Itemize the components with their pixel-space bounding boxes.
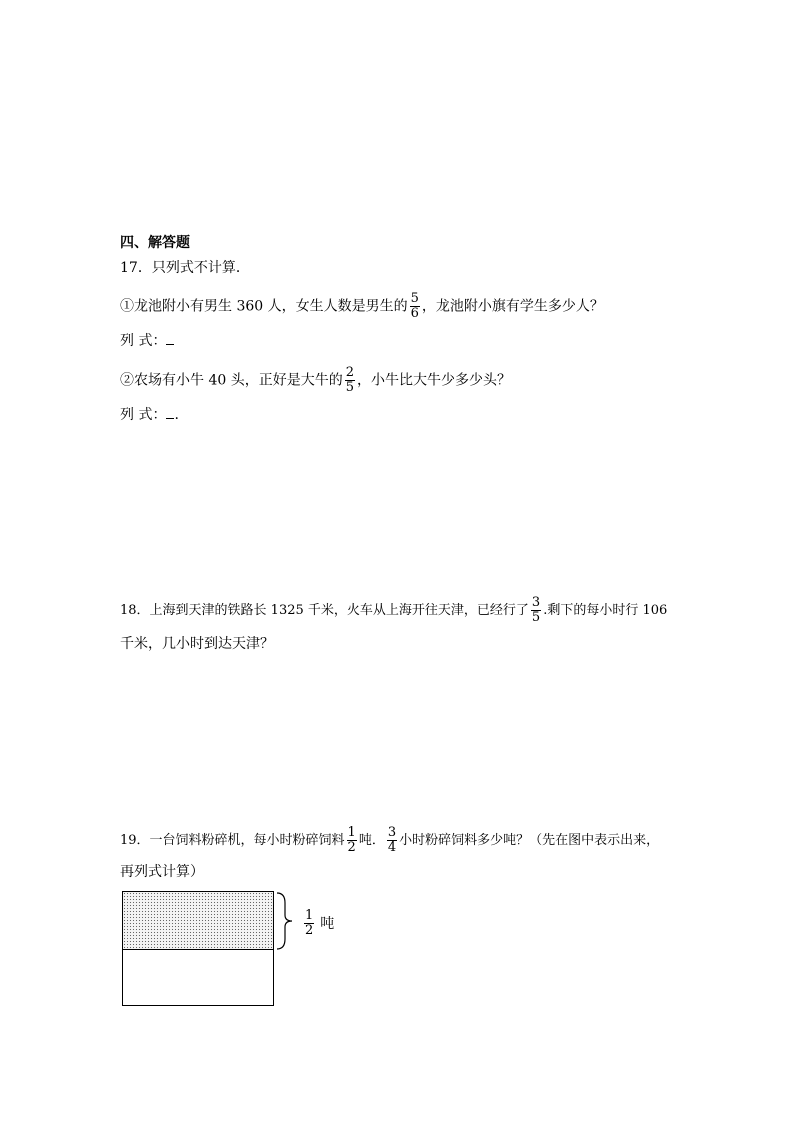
answer-label: 列 式：	[120, 333, 167, 349]
q19-line2: 再列式计算）	[120, 864, 204, 880]
q17-answer2	[120, 405, 179, 425]
q17-answer1	[120, 331, 174, 351]
q19-line1	[120, 826, 659, 855]
q19-line1-mid: 吨．	[358, 833, 385, 848]
unshaded-portion	[122, 949, 274, 1006]
fraction	[410, 292, 420, 321]
q17-part1	[120, 292, 604, 321]
q18-line2: 千米，几小时到达天津？	[120, 636, 274, 652]
fraction-numerator: 1	[347, 825, 356, 840]
answer-tail: .	[174, 407, 179, 423]
q18-line1	[120, 596, 667, 625]
diagram-unit: 吨	[320, 915, 335, 932]
section-title: 四、解答题	[120, 235, 190, 251]
curly-brace-icon	[275, 891, 295, 951]
fraction-denominator: 2	[347, 840, 356, 855]
fraction	[304, 909, 314, 938]
fraction-numerator: 2	[345, 365, 354, 380]
shaded-portion	[122, 891, 274, 950]
q17-part2	[120, 366, 511, 395]
fraction-denominator: 2	[305, 923, 314, 938]
q17-part2-after: ，小牛比大牛少多少头？	[357, 372, 511, 389]
diagram-label	[302, 909, 334, 938]
fraction-denominator: 4	[387, 840, 397, 855]
fraction-numerator: 5	[410, 291, 419, 306]
fraction-numerator: 3	[387, 825, 397, 840]
fraction	[387, 826, 397, 855]
fraction	[531, 596, 541, 625]
fraction-denominator: 6	[410, 306, 419, 321]
q18-line1-after: .剩下的每小时行 106	[543, 603, 668, 618]
q19-line1-after: 小时粉碎饲料多少吨？（先在图中表示出来，	[399, 833, 660, 848]
fraction	[345, 366, 355, 395]
q17-stem: 17．只列式不计算．	[120, 260, 250, 276]
fraction-numerator: 1	[305, 908, 314, 923]
answer-blank[interactable]	[166, 332, 174, 345]
fraction-denominator: 5	[345, 380, 354, 395]
fraction	[347, 826, 357, 855]
q17-part2-before: ②农场有小牛 40 头，正好是大牛的	[120, 372, 343, 389]
answer-label: 列 式：	[120, 407, 167, 423]
q18-line1-before: 18．上海到天津的铁路长 1325 千米，火车从上海开往天津，已经行了	[120, 603, 529, 618]
q17-part1-before: ①龙池附小有男生 360 人，女生人数是男生的	[120, 298, 408, 315]
q17-part1-after: ，龙池附小旗有学生多少人？	[421, 298, 604, 315]
fraction-denominator: 5	[531, 610, 541, 625]
q19-line1-before: 19．一台饲料粉碎机，每小时粉碎饲料	[120, 833, 345, 848]
fraction-numerator: 3	[531, 595, 541, 610]
